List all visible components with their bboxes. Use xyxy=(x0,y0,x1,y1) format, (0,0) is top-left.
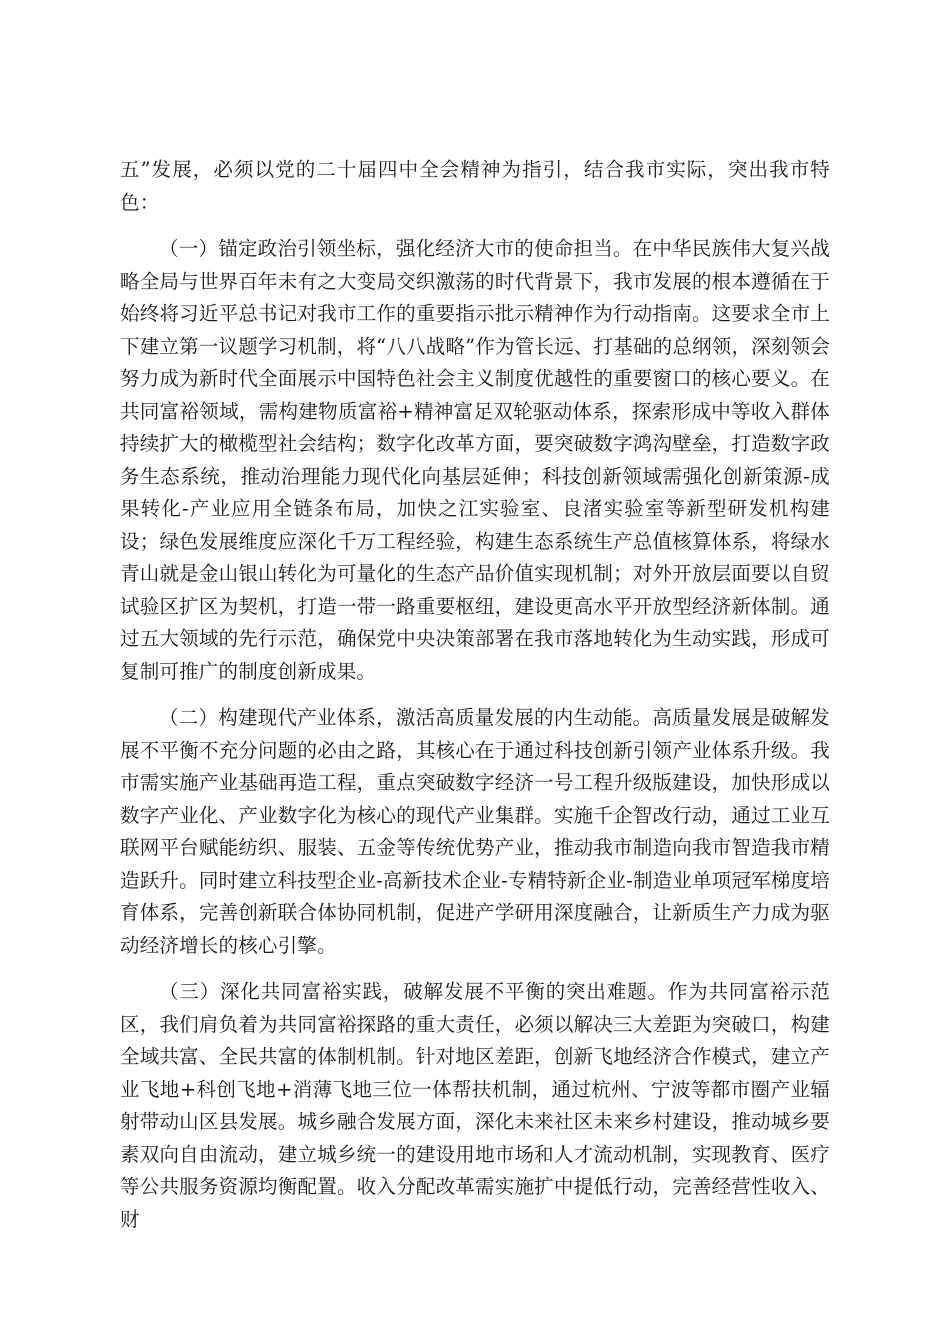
paragraph-section-2: （二）构建现代产业体系，激活高质量发展的内生动能。高质量发展是破解发展不平衡不充分问题的必由之路，其核心在于通过科技创新引领产业体系升级。我市需实施产业基础再造工程，重点突破数字经济一号工程升级版建设，加快形成以数字产业化、产业数字化为核心的现代产业集群。实施千企智改行动，通过工业互联网平台赋能纺织、服装、五金等传统优势产业，推动我市制造向我市智造我市精造跃升。同时建立科技型企业-高新技术企业-专精特新企业-制造业单项冠军梯度培育体系，完善创新联合体协同机制，促进产学研用深度融合，让新质生产力成为驱动经济增长的核心引擎。 xyxy=(120,706,830,957)
paragraph-intro: 五”发展，必须以党的二十届四中全会精神为指引，结合我市实际，突出我市特色： xyxy=(120,158,830,214)
document-body xyxy=(120,154,830,1250)
paragraph-section-3: （三）深化共同富裕实践，破解发展不平衡的突出难题。作为共同富裕示范区，我们肩负着为共同富裕探路的重大责任，必须以解决三大差距为突破口，构建全域共富、全民共富的体制机制。针对地区差距，创新飞地经济合作模式，建立产业飞地+科创飞地+消薄飞地三位一体帮扶机制，通过杭州、宁波等都市圈产业辐射带动山区县发展。城乡融合发展方面，深化未来社区未来乡村建设，推动城乡要素双向自由流动，建立城乡统一的建设用地市场和人才流动机制，实现教育、医疗等公共服务资源均衡配置。收入分配改革需实施扩中提低行动，完善经营性收入、财 xyxy=(120,980,830,1231)
paragraph-section-1: （一）锚定政治引领坐标，强化经济大市的使命担当。在中华民族伟大复兴战略全局与世界百年未有之大变局交织激荡的时代背景下，我市发展的根本遵循在于始终将习近平总书记对我市工作的重要指示批示精神作为行动指南。这要求全市上下建立第一议题学习机制，将“八八战略”作为管长远、打基础的总纲领，深刻领会努力成为新时代全面展示中国特色社会主义制度优越性的重要窗口的核心要义。在共同富裕领域，需构建物质富裕+精神富足双轮驱动体系，探索形成中等收入群体持续扩大的橄榄型社会结构；数字化改革方面，要突破数字鸿沟壁垒，打造数字政务生态系统，推动治理能力现代化向基层延伸；科技创新领域需强化创新策源-成果转化-产业应用全链条布局，加快之江实验室、良渚实验室等新型研发机构建设；绿色发展维度应深化千万工程经验，构建生态系统生产总值核算体系，将绿水青山就是金山银山转化为可量化的生态产品价值实现机制；对外开放层面要以自贸试验区扩区为契机，打造一带一路重要枢纽，建设更高水平开放型经济新体制。通过五大领域的先行示范，确保党中央决策部署在我市落地转化为生动实践，形成可复制可推广的制度创新成果。 xyxy=(120,237,830,683)
